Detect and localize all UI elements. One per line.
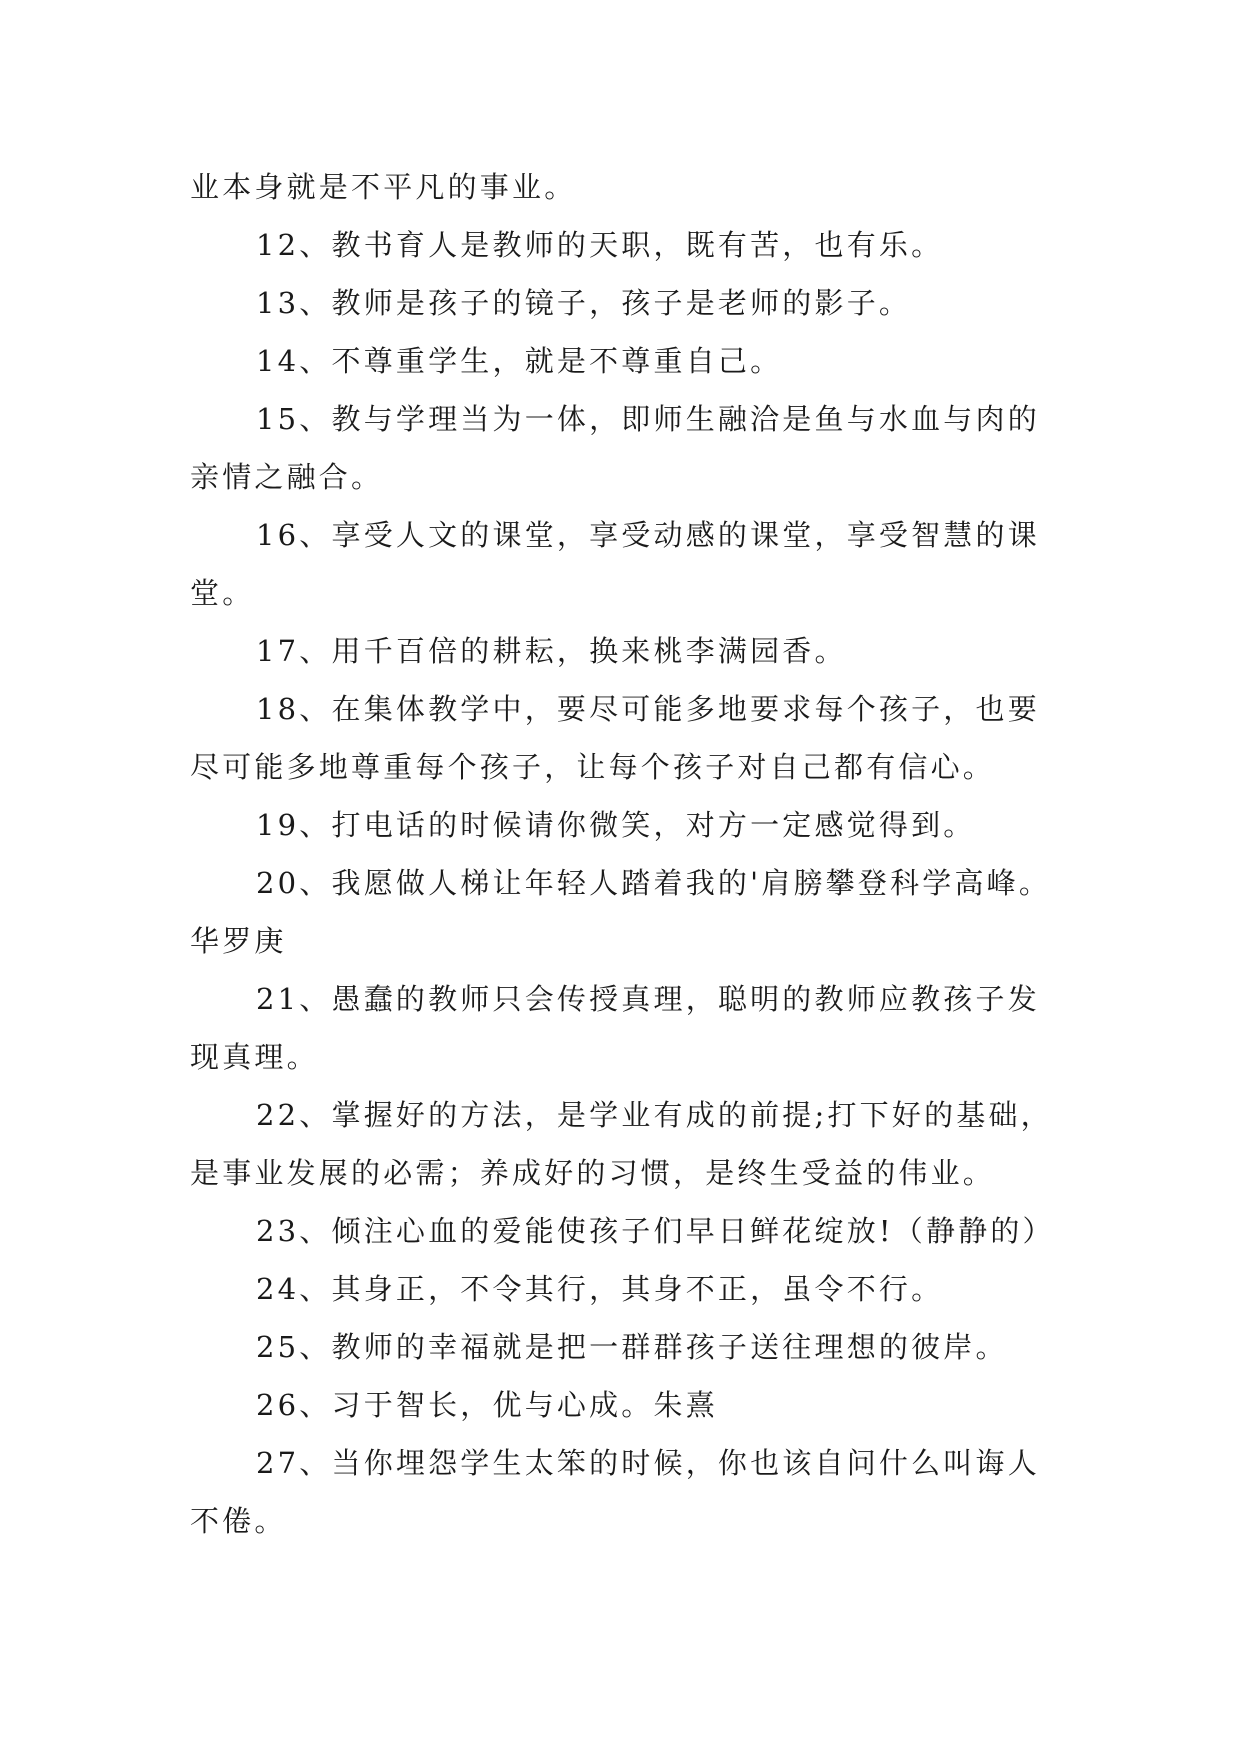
text-line: 现真理。 [190,1040,319,1074]
text-line: 17、用千百倍的耕耘，换来桃李满园香。 [256,634,847,668]
text-line: 21、愚蠢的教师只会传授真理，聪明的教师应教孩子发 [256,982,1040,1016]
text-line: 23、倾注心血的爱能使孩子们早日鲜花绽放!（静静的） [256,1214,1055,1248]
text-line: 13、教师是孩子的镜子，孩子是老师的影子。 [256,286,912,320]
text-line: 堂。 [190,576,255,610]
text-line: 22、掌握好的方法，是学业有成的前提;打下好的基础， [256,1098,1053,1132]
text-line: 16、享受人文的课堂，享受动感的课堂，享受智慧的课 [256,518,1040,552]
text-line: 18、在集体教学中，要尽可能多地要求每个孩子，也要 [256,692,1040,726]
text-line: 14、不尊重学生，就是不尊重自己。 [256,344,783,378]
body-text [190,158,1070,1550]
text-line: 15、教与学理当为一体，即师生融洽是鱼与水血与肉的 [256,402,1040,436]
text-line: 是事业发展的必需；养成好的习惯，是终生受益的伟业。 [190,1156,996,1190]
text-line: 亲情之融合。 [190,460,384,494]
text-line: 华罗庚 [190,924,287,958]
text-line: 业本身就是不平凡的事业。 [190,170,577,204]
text-line: 尽可能多地尊重每个孩子，让每个孩子对自己都有信心。 [190,750,996,784]
text-line: 19、打电话的时候请你微笑，对方一定感觉得到。 [256,808,976,842]
text-line: 25、教师的幸福就是把一群群孩子送往理想的彼岸。 [256,1330,1008,1364]
text-line: 26、习于智长，优与心成。朱熹 [256,1388,718,1422]
text-line: 27、当你埋怨学生太笨的时候，你也该自问什么叫诲人 [256,1446,1040,1480]
text-line: 不倦。 [190,1504,287,1538]
text-line: 24、其身正，不令其行，其身不正，虽令不行。 [256,1272,944,1306]
text-line: 12、教书育人是教师的天职，既有苦，也有乐。 [256,228,944,262]
text-line: 20、我愿做人梯让年轻人踏着我的'肩膀攀登科学高峰。 [256,866,1052,900]
